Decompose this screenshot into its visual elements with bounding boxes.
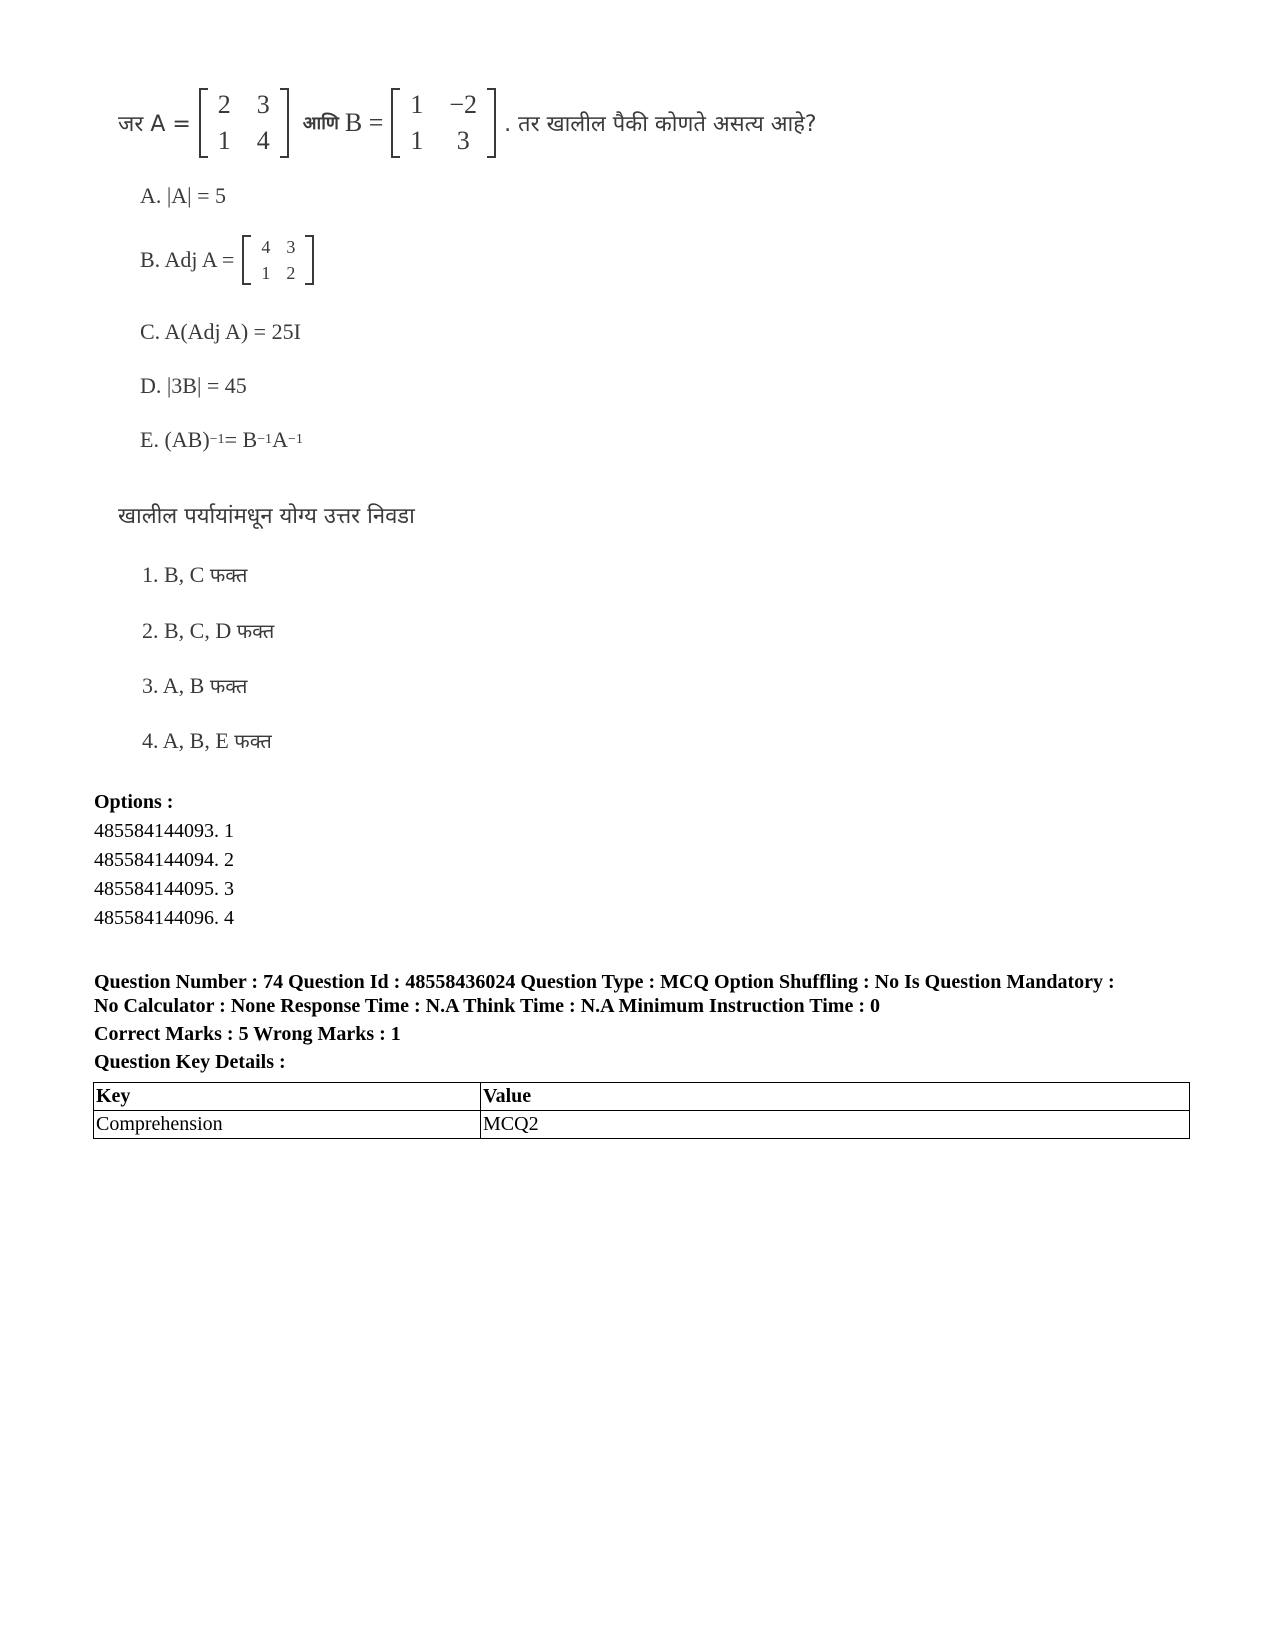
statement-b	[140, 235, 322, 285]
superscript: −1	[209, 432, 225, 447]
choice-1	[142, 561, 247, 588]
matrix-b-cell: 3	[456, 126, 470, 155]
choice-num: 4. A, B, E	[142, 728, 229, 753]
statement-c: C. A(Adj A) = 25I	[140, 319, 301, 344]
question-image	[110, 75, 870, 775]
stem-prefix: जर A =	[118, 112, 191, 137]
statement-e	[140, 427, 303, 453]
key-details-table	[93, 1082, 1190, 1139]
meta-line-2: No Calculator : None Response Time : N.A Think Time : N.A Minimum Instruction Time : 0	[94, 995, 880, 1017]
header-value: Value	[481, 1083, 1190, 1111]
choice-num: 3. A, B	[142, 673, 205, 698]
superscript: −1	[257, 432, 273, 447]
statement-b-prefix: B. Adj A =	[140, 247, 235, 272]
key-details-label: Question Key Details :	[94, 1051, 286, 1073]
statement-a: A. |A| = 5	[140, 183, 226, 208]
matrix-adj-cell: 3	[286, 237, 296, 257]
choice-3	[142, 672, 247, 699]
options-header: Options :	[94, 791, 174, 813]
matrix-a	[199, 88, 289, 158]
matrix-adj-cell: 4	[261, 237, 271, 257]
matrix-b-cell: 1	[410, 90, 424, 119]
stem-conjunction: आणि	[302, 113, 339, 134]
choice-4	[142, 727, 272, 754]
option-item: 485584144095. 3	[94, 878, 234, 900]
matrix-adj-cell: 1	[261, 263, 271, 283]
statement-e-part: = B	[224, 427, 258, 452]
choice-num: 2. B, C, D	[142, 618, 232, 643]
marks-line: Correct Marks : 5 Wrong Marks : 1	[94, 1023, 401, 1045]
matrix-a-cell: 3	[256, 90, 270, 119]
matrix-b	[391, 88, 496, 158]
choice-suffix: फक्त	[234, 729, 272, 753]
option-item: 485584144096. 4	[94, 907, 234, 929]
option-item: 485584144094. 2	[94, 849, 234, 871]
matrix-a-cell: 1	[217, 126, 231, 155]
matrix-adj-a	[242, 235, 314, 285]
superscript: −1	[287, 432, 303, 447]
question-stem	[118, 83, 817, 163]
table-row	[94, 1111, 1190, 1139]
matrix-b-cell: 1	[410, 126, 424, 155]
choice-suffix: फक्त	[209, 674, 248, 698]
stem-suffix: . तर खालील पैकी कोणते असत्य आहे?	[504, 112, 817, 137]
cell-key: Comprehension	[94, 1111, 481, 1139]
instruction-text: खालील पर्यायांमधून योग्य उत्तर निवडा	[118, 504, 415, 529]
cell-value: MCQ2	[481, 1111, 1190, 1139]
options-list	[94, 788, 234, 933]
table-header-row	[94, 1083, 1190, 1111]
question-meta	[94, 970, 1194, 1074]
matrix-a-cell: 4	[256, 126, 270, 155]
statement-e-part: A	[272, 427, 288, 452]
meta-line-1: Question Number : 74 Question Id : 48558436024 Question Type : MCQ Option Shuffling : No Is Question Mandatory :	[94, 971, 1115, 993]
header-key: Key	[94, 1083, 481, 1111]
matrix-adj-cell: 2	[286, 263, 296, 283]
matrix-a-cell: 2	[217, 90, 231, 119]
matrix-b-cell: −2	[449, 90, 478, 119]
choice-2	[142, 617, 274, 644]
choice-num: 1. B, C	[142, 562, 205, 587]
choice-suffix: फक्त	[209, 563, 248, 587]
statement-d: D. |3B| = 45	[140, 373, 247, 398]
choice-suffix: फक्त	[236, 619, 275, 643]
option-item: 485584144093. 1	[94, 820, 234, 842]
stem-b-label: B =	[344, 108, 384, 137]
statement-e-part: E. (AB)	[140, 427, 210, 452]
